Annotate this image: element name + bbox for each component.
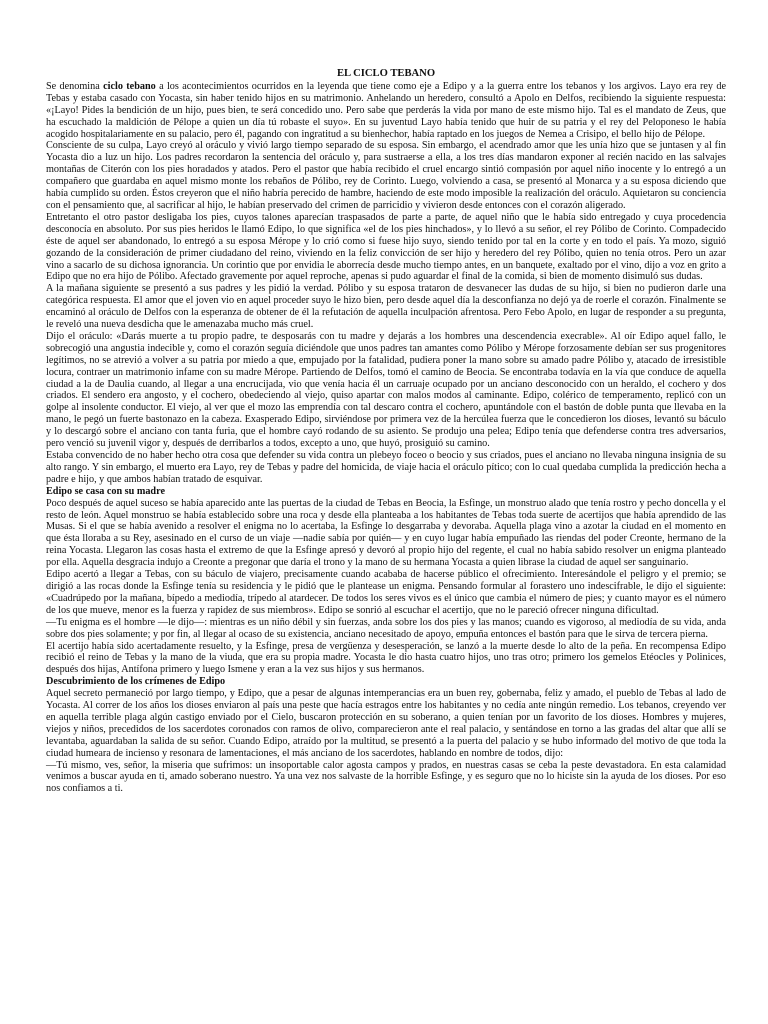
intro-text-start: Se denomina xyxy=(46,80,104,92)
document-title: EL CICLO TEBANO xyxy=(336,68,436,79)
paragraph: Estaba convencido de no haber hecho otra cosa que defender su vida contra un plebeyo foceo o beocio y sus criados, pues el anciano no llevaba ninguna insignia de su alto rango. Y sin embargo, el muerto era Layo, rey de Tebas y padre del homicida, de viaje hacia el oráculo pítico; con lo cual quedaba cumplida la predicción hecha a padre e hijo, y que ambos habían tratado de esquivar. xyxy=(46,450,726,485)
intro-bold-term: ciclo tebano xyxy=(103,80,156,92)
paragraph: Edipo acertó a llegar a Tebas, con su báculo de viajero, precisamente cuando acababa de hacerse público el ofrecimiento. Interesándole el peligro y el premio; se dirigió a las rocas donde la Esfinge tenía su residencia y le pidió que le plantease un enigma. Pensando formular al forastero uno indescifrable, le dijo el siguiente: «Cuadrúpedo por la mañana, bípedo a mediodía, trípedo al atardecer. De todos los seres vivos es el único que cambia el número de pies; y cuanto mayor es el número de los que mueve, menor es la fuerza y rapidez de sus miembros». Edipo se sonrió al escuchar el acertijo, que no le pareció ofrecer ninguna dificultad. xyxy=(46,569,726,616)
intro-paragraph xyxy=(46,81,726,141)
section-heading: Edipo se casa con su madre xyxy=(46,485,165,497)
paragraph: Consciente de su culpa, Layo creyó al oráculo y vivió largo tiempo separado de su esposa. Sin embargo, el acendrado amor que les unía hizo que se juntasen y al fin Yocasta dio a luz un hijo. Los padres recordaron la sentencia del oráculo y, para sustraerse a ella, a los tres días mandaron exponer al recién nacido en las salvajes montañas de Citerón con los pies horadados y atados. Pero el pastor que había recibido el cruel encargo sintió compasión por aquel niño inocente y lo entregó a un compañero que guardaba en aquel mismo monte los rebaños de Pólibo, rey de Corinto. Luego, volviendo a casa, se presentó al Monarca y a su esposa diciendo que había cumplido su orden. Éstos creyeron que el niño habría perecido de hambre, haciendo de este modo imposible la realización del oráculo. Aquietaron su conciencia con el pensamiento que, al sacrificar al hijo, le habían preservado del crimen de parricidio y vivieron desde entonces con el corazón aligerado. xyxy=(46,140,726,211)
paragraph: —Tú mismo, ves, señor, la miseria que sufrimos: un insoportable calor agosta campos y prados, en nuestras casas se ceba la peste devastadora. En esta calamidad venimos a buscar ayuda en ti, amado soberano nuestro. Ya una vez nos salvaste de la horrible Esfinge, y es seguro que no lo hiciste sin la ayuda de los dioses. Por eso nos confiamos a ti. xyxy=(46,759,726,795)
paragraph: Entretanto el otro pastor desligaba los pies, cuyos talones aparecían traspasados de parte a parte, de aquel niño que le había sido entregado y cuya procedencia desconocía en absoluto. Por sus pies heridos le llamó Edipo, lo que significa «el de los pies hinchados», y lo llevó a su señor, el rey Pólibo de Corinto. Compadecido éste de aquel ser abandonado, lo entregó a su esposa Mérope y lo crió como si fuese hijo suyo, siendo tenido por tal en la corte y en todo el país. Ya mozo, siguió gozando de la consideración de primer ciudadano del reino, viviendo en la feliz convicción de ser hijo y heredero del rey Pólibo, quien no tenía otros. Pero un azar vino a sacarlo de su dichosa ignorancia. Un corintio que por envidia le aborrecía desde mucho tiempo antes, en un banquete, exaltado por el vino, dijo a voz en grito a Edipo que no era hijo de Pólibo. Afectado gravemente por aquel reproche, apenas si pudo aguardar el final de la comida, si bien de momento disimuló sus dudas. xyxy=(46,211,726,283)
paragraph: Aquel secreto permaneció por largo tiempo, y Edipo, que a pesar de algunas intemperancias era un buen rey, gobernaba, feliz y amado, el pueblo de Tebas al lado de Yocasta. Al correr de los años los dioses enviaron al país una peste que hacía estragos entre los habitantes y no cedía ante ningún remedio. Los tebanos, creyendo ver en aquella terrible plaga algún castigo enviado por el Cielo, buscaron protección en su soberano, a quien tenían por un favorito de los dioses. Hombres y mujeres, viejos y niños, precedidos de los sacerdotes coronados con ramos de olivo, comparecieron ante el real palacio, y sentándose en torno a las gradas del altar que allí se levantaba, aguardaban la salida de su señor. Cuando Edipo, atraído por la multitud, se presentó a la puerta del palacio y se hubo informado del motivo de que toda la ciudad humeara de incienso y resonara de lamentaciones, el más anciano de los sacerdotes, hablando en nombre de todos, dijo: xyxy=(46,688,726,759)
document-page xyxy=(46,68,726,795)
intro-text-rest: a los acontecimientos ocurridos en la leyenda que tiene como eje a Edipo y a la guerra entre los tebanos y los argivos. Layo era rey de Tebas y estaba casado con Yocasta, sin haber tenido hijos en su matrimonio. Anhelando un heredero, consultó a Apolo en Delfos, recibiendo la siguiente respuesta: «¡Layo! Pides la bendición de un hijo, pues bien, te será concedido uno. Pero sabe que perderás la vida por mano de este mismo hijo. Tal es el mandato de Zeus, que ha escuchado la maldición de Pélope a quien un día tú robaste el suyo». En su juventud Layo había tenido que huir de su patria y el rey del Peloponeso le había acogido hospitalariamente en su palacio, pero él, pagando con ingratitud a su bienhechor, había raptado en los juegos de Nemea a Crisipo, el bello hijo de Pélope. xyxy=(46,80,726,140)
paragraph: —Tu enigma es el hombre —le dijo—: mientras es un niño débil y sin fuerzas, anda sobre los dos pies y las manos; cuando es vigoroso, al mediodía de su vida, anda sobre dos pies solamente; y por fin, al llegar al ocaso de su existencia, anciano necesitado de apoyo, empuña entonces el bastón para que le sirva de tercera pierna. xyxy=(46,616,726,640)
paragraph: Poco después de aquel suceso se había aparecido ante las puertas de la ciudad de Tebas en Beocia, la Esfinge, un monstruo alado que tenía rostro y pecho doncella y el resto de león. Aquel monstruo se había establecido sobre una roca y desde ella planteaba a los habitantes de Tebas toda suerte de acertijos que había aprendido de las Musas. Si el que se había avenido a resolver el enigma no lo acertaba, la Esfinge lo desgarraba y devoraba. Aquella plaga vino a azotar la ciudad en el momento en que ésta lloraba a su Rey, asesinado en el curso de un viaje —nadie sabía por quién— y en cuyo lugar había empuñado las riendas del poder Creonte, hermano de la reina Yocasta. Llegaron las cosas hasta el extremo de que la Esfinge apresó y devoró al propio hijo del regente, el cual no había sabido resolver un enigma planteado por ella. Aquella desgracia indujo a Creonte a pregonar que daría el trono y la mano de su hermana Yocasta a quien librase la ciudad de aquel ser sanguinario. xyxy=(46,497,726,569)
paragraph: Dijo el oráculo: «Darás muerte a tu propio padre, te desposarás con tu madre y dejarás a los hombres una descendencia execrable». Al oír Edipo aquel fallo, le sobrecogió una angustia indecible y, como el corazón seguía diciéndole que unos padres tan amantes como Pólibo y Mérope forzosamente debían ser sus progenitores legítimos, no se atrevió a volver a su patria por miedo a que, empujado por la fatalidad, pudiera poner la mano sobre su amado padre Pólibo y, atacado de irresistible locura, contraer un matrimonio infame con su madre Mérope. Partiendo de Delfos, tomó el camino de Beocia. Se encontraba todavía en la vía que conduce de aquella ciudad a la de Daulia cuando, al llegar a una encrucijada, vio que venía hacia él un carruaje ocupado por un anciano desconocido con un heraldo, el cochero y dos criados. El sendero era angosto, y el cochero, obedeciendo al viejo, quiso apartar con malos modos al caminante. Edipo, colérico de temperamento, replicó con un golpe al insolente conductor. El viejo, al ver que el mozo las emprendía con tal descaro contra el cochero, apuntándole con el bastón de doble punta que llevaba en la mano, le pegó un fuerte bastonazo en la cabeza. Exasperado Edipo, sirviéndose por primera vez de la hercúlea fuerza que le concedieron los dioses, levantó su báculo y lo descargó sobre el anciano con tanta furia, que el hombre cayó rodando de su asiento. Se produjo una pelea; Edipo tenía que defenderse contra tres adversarios, pero venció su juvenil vigor y, después de derribarlos a todos, excepto a uno, que huyó, prosiguió su camino. xyxy=(46,330,726,450)
paragraph: El acertijo había sido acertadamente resuelto, y la Esfinge, presa de vergüenza y desesperación, se lanzó a la muerte desde lo alto de la peña. En recompensa Edipo recibió el reino de Tebas y la mano de la viuda, que era su propia madre. Yocasta le dio hasta cuatro hijos, uno tras otro; primero los gemelos Etéocles y Polinices, después dos hijas, Antífona primero y luego Ismene y eran a la vez sus hijos y sus hermanos. xyxy=(46,640,726,676)
paragraph: A la mañana siguiente se presentó a sus padres y les pidió la verdad. Pólibo y su esposa trataron de desvanecer las dudas de su hijo, si bien no pudieron darle una categórica respuesta. El amor que el joven vio en aquel proceder suyo le hizo bien, pero desde aquel día la desconfianza no dejó ya de roerle el corazón. Finalmente se encaminó al oráculo de Delfos con la esperanza de obtener de él la refutación de aquella inculpación afrentosa. Pero Febo Apolo, en lugar de responder a su pregunta, le reveló una nueva desdicha que le amenazaba mucho más cruel. xyxy=(46,283,726,331)
section-heading: Descubrimiento de los crímenes de Edipo xyxy=(46,676,226,688)
